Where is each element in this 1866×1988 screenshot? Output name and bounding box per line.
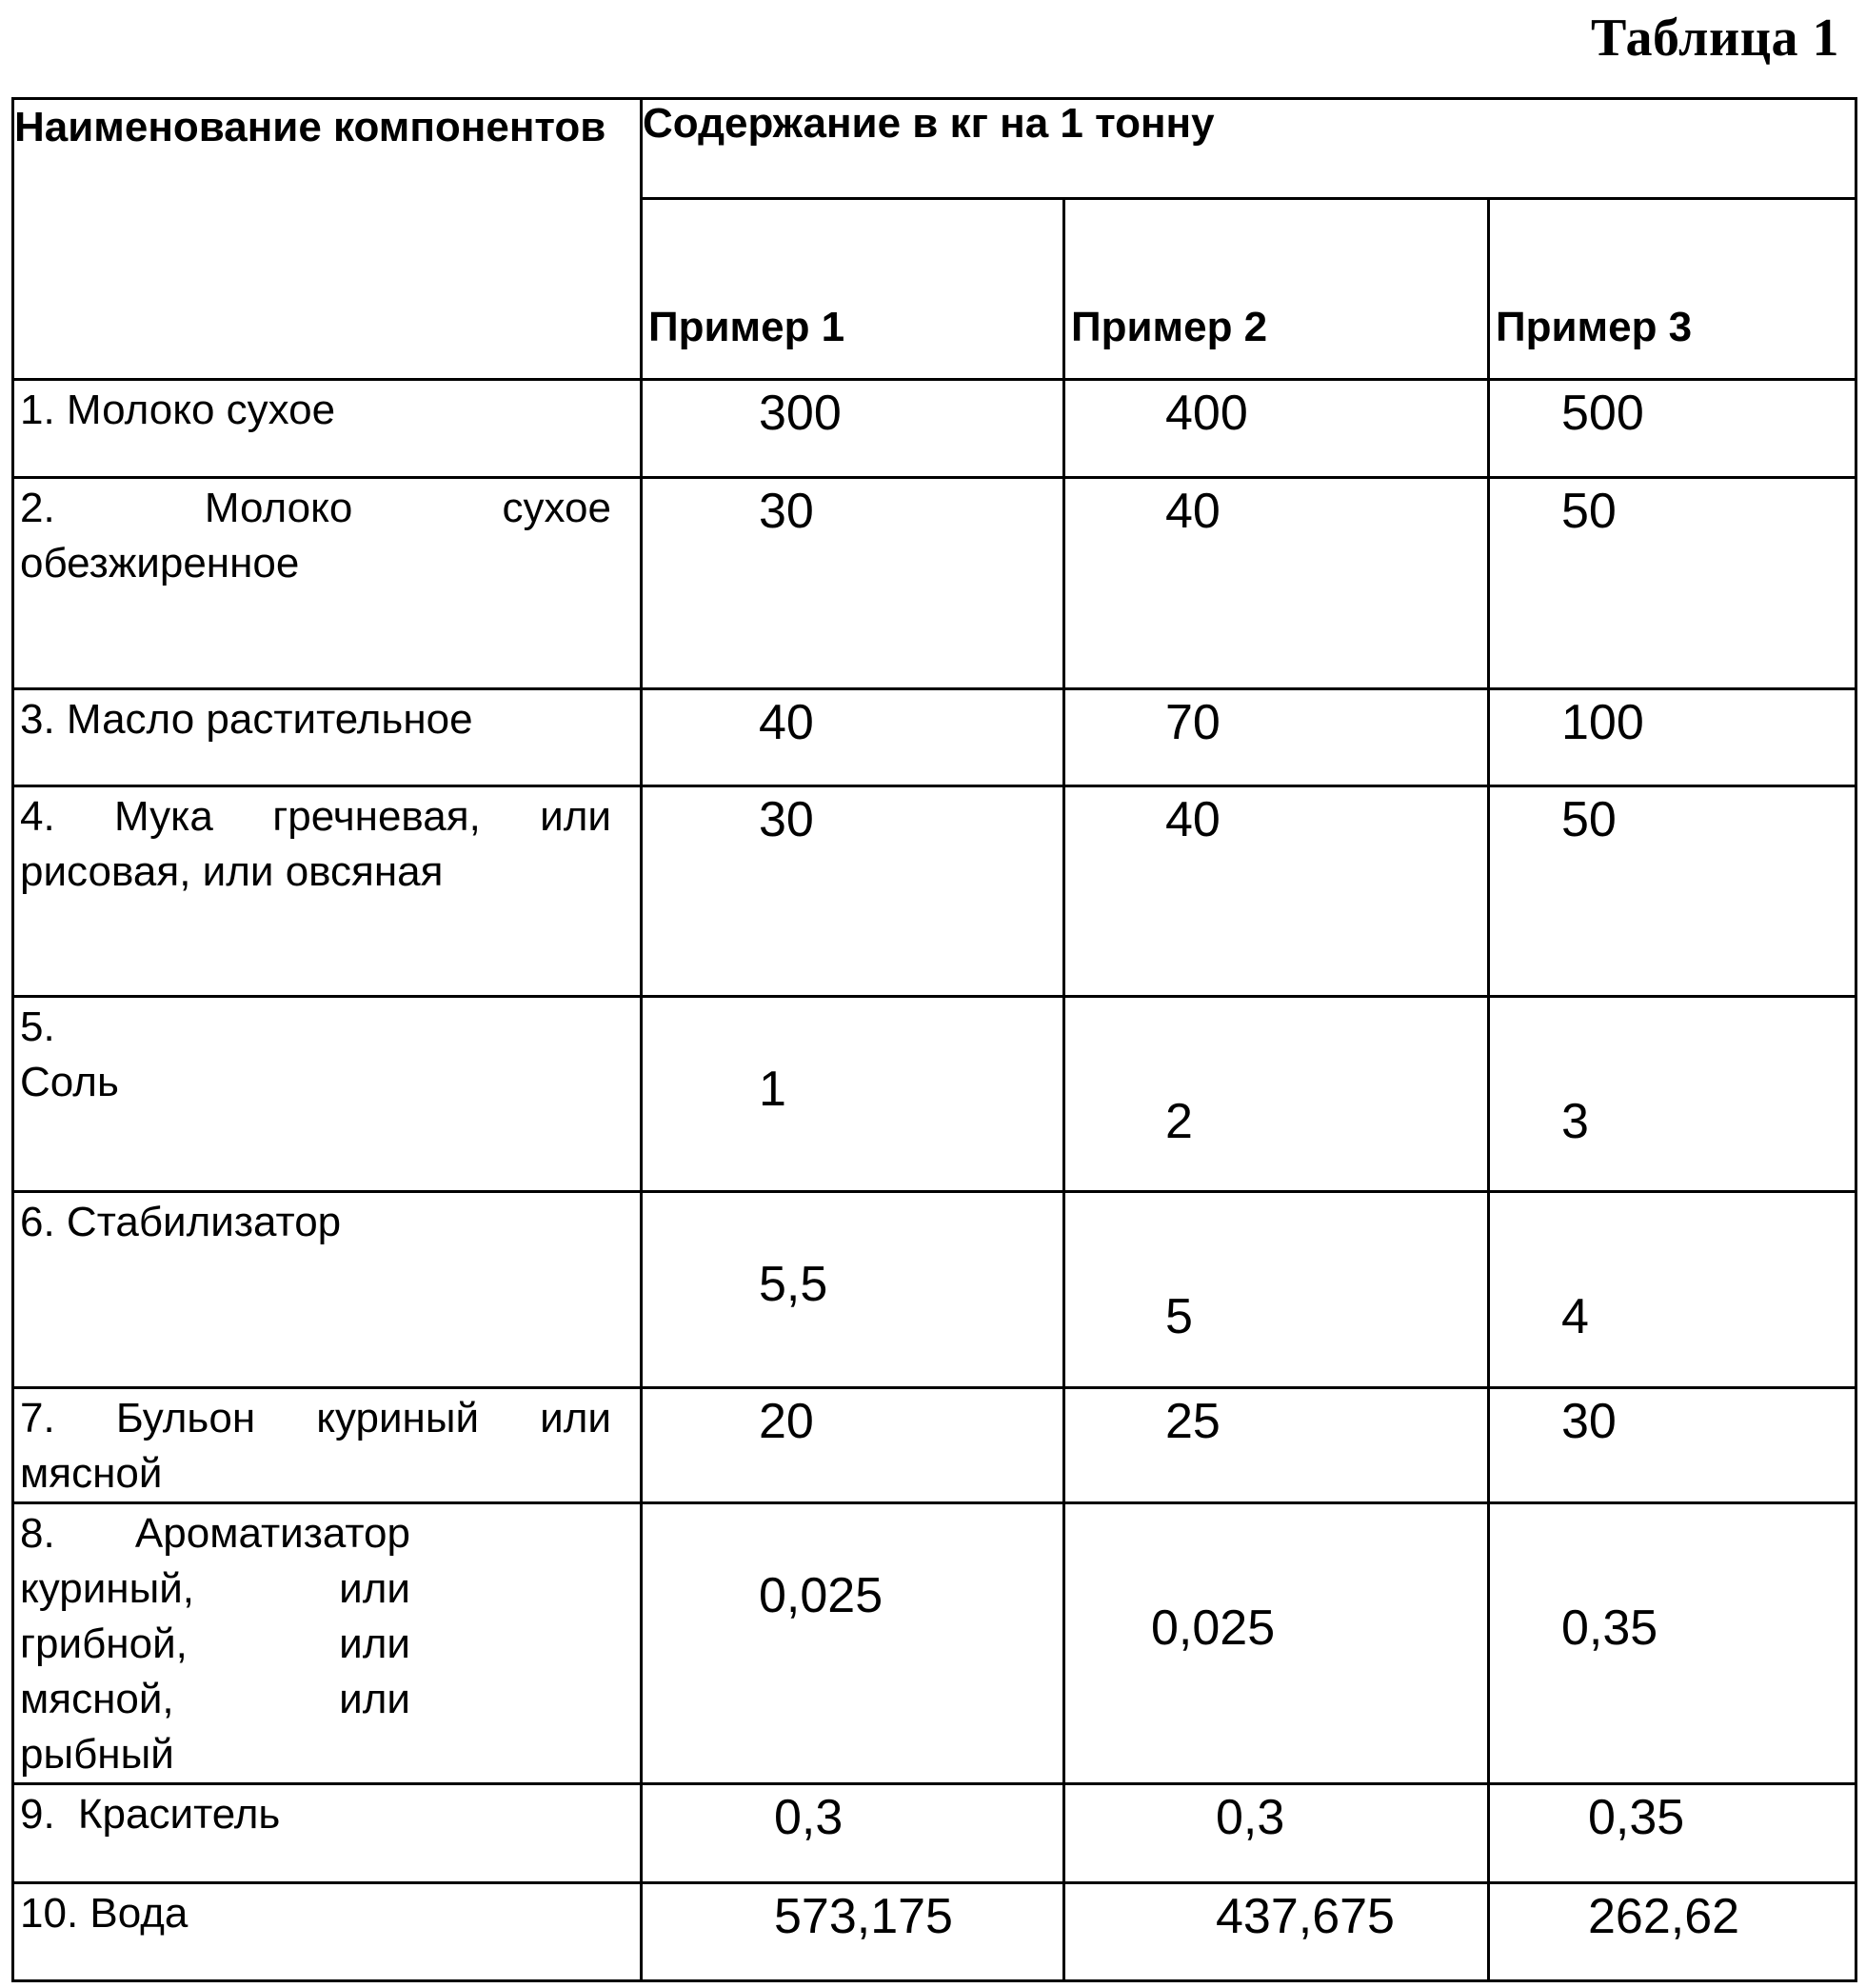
value-example-1: 40 xyxy=(642,689,1064,786)
component-name xyxy=(13,997,642,1192)
component-name: 10. Вода xyxy=(13,1883,642,1981)
table-row xyxy=(13,689,1856,786)
value-example-2: 400 xyxy=(1064,380,1489,478)
value-example-2: 70 xyxy=(1064,689,1489,786)
header-example-2: Пример 2 xyxy=(1064,199,1489,380)
value-example-1: 30 xyxy=(642,786,1064,997)
value-example-1: 20 xyxy=(642,1388,1064,1503)
value-example-2: 0,025 xyxy=(1064,1503,1489,1784)
table-row xyxy=(13,1388,1856,1503)
value-example-2: 40 xyxy=(1064,478,1489,689)
table-row xyxy=(13,1192,1856,1388)
value-example-2: 437,675 xyxy=(1064,1883,1489,1981)
component-name: 2. Молоко сухое обезжиренное xyxy=(13,478,642,689)
value-example-1: 30 xyxy=(642,478,1064,689)
component-name: 7. Бульон куриный или мясной xyxy=(13,1388,642,1503)
value-example-1: 5,5 xyxy=(642,1192,1064,1388)
table-row xyxy=(13,786,1856,997)
value-example-1: 573,175 xyxy=(642,1883,1064,1981)
value-example-2: 40 xyxy=(1064,786,1489,997)
table-row xyxy=(13,380,1856,478)
table-row xyxy=(13,1883,1856,1981)
header-content-per-ton: Содержание в кг на 1 тонну xyxy=(642,99,1856,199)
value-example-2: 25 xyxy=(1064,1388,1489,1503)
component-name: 1. Молоко сухое xyxy=(13,380,642,478)
header-component-name: Наименование компонентов xyxy=(13,99,642,380)
components-table xyxy=(11,97,1857,1982)
value-example-3: 3 xyxy=(1489,997,1856,1192)
value-example-2: 5 xyxy=(1064,1192,1489,1388)
table-row xyxy=(13,478,1856,689)
value-example-3: 500 xyxy=(1489,380,1856,478)
header-example-3: Пример 3 xyxy=(1489,199,1856,380)
component-name: 3. Масло растительное xyxy=(13,689,642,786)
table-row xyxy=(13,1503,1856,1784)
component-name: 9. Краситель xyxy=(13,1784,642,1883)
component-number: 5. xyxy=(20,1004,55,1050)
component-label: 8. Ароматизатор куриный, или грибной, или мясной, или рыбный xyxy=(20,1510,410,1778)
value-example-3: 50 xyxy=(1489,478,1856,689)
component-name: 6. Стабилизатор xyxy=(13,1192,642,1388)
component-label: Соль xyxy=(20,1059,119,1105)
header-example-1: Пример 1 xyxy=(642,199,1064,380)
value-example-1: 300 xyxy=(642,380,1064,478)
value-example-3: 0,35 xyxy=(1489,1784,1856,1883)
value-example-3: 50 xyxy=(1489,786,1856,997)
value-example-3: 30 xyxy=(1489,1388,1856,1503)
value-example-3: 4 xyxy=(1489,1192,1856,1388)
component-name xyxy=(13,1503,642,1784)
value-example-2: 2 xyxy=(1064,997,1489,1192)
table-row xyxy=(13,997,1856,1192)
value-example-3: 0,35 xyxy=(1489,1503,1856,1784)
value-example-2: 0,3 xyxy=(1064,1784,1489,1883)
table-row xyxy=(13,1784,1856,1883)
value-example-3: 262,62 xyxy=(1489,1883,1856,1981)
value-example-3: 100 xyxy=(1489,689,1856,786)
value-example-1: 1 xyxy=(642,997,1064,1192)
table-caption: Таблица 1 xyxy=(1590,9,1839,68)
value-example-1: 0,025 xyxy=(642,1503,1064,1784)
component-name: 4. Мука гречневая, или рисовая, или овсяная xyxy=(13,786,642,997)
value-example-1: 0,3 xyxy=(642,1784,1064,1883)
